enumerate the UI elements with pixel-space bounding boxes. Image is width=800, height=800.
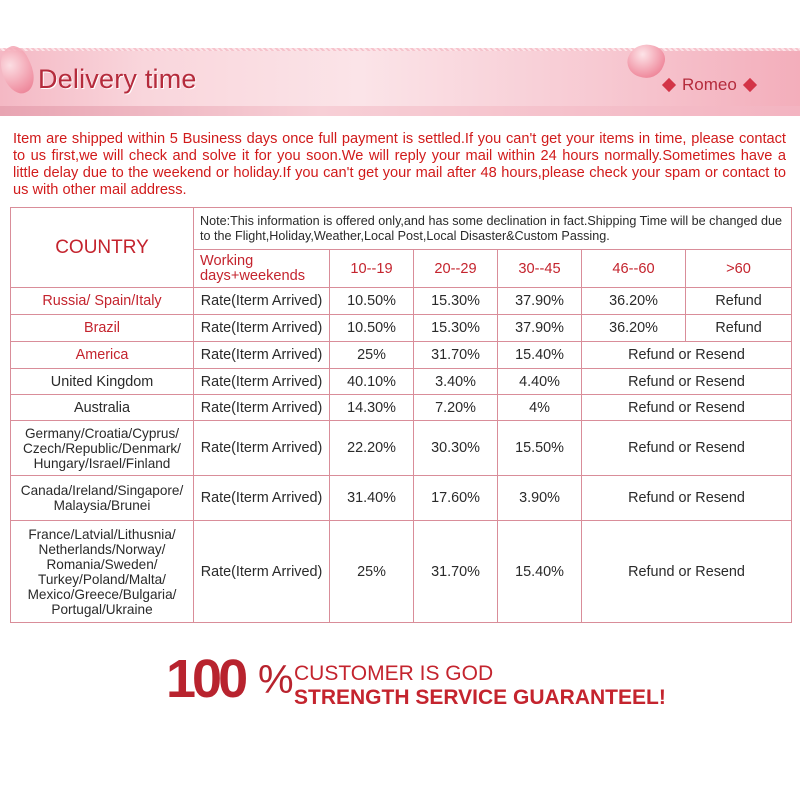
value-cell: 7.20% xyxy=(414,395,498,421)
shipping-table xyxy=(10,207,792,623)
country-cell: Russia/ Spain/Italy xyxy=(11,288,194,315)
value-cell: 15.40% xyxy=(498,342,582,369)
country-header: COUNTRY xyxy=(11,208,194,288)
column-header: 10--19 xyxy=(330,250,414,288)
value-cell: 22.20% xyxy=(330,421,414,476)
rate-cell: Rate(Iterm Arrived) xyxy=(194,476,330,521)
column-header: 20--29 xyxy=(414,250,498,288)
brand-label xyxy=(664,75,755,95)
country-cell: Canada/Ireland/Singapore/ Malaysia/Brunei xyxy=(11,476,194,521)
rate-cell: Rate(Iterm Arrived) xyxy=(194,288,330,315)
value-cell: 3.40% xyxy=(414,369,498,395)
table-row xyxy=(11,421,792,476)
table-row xyxy=(11,315,792,342)
diamond-icon xyxy=(662,78,676,92)
banner-stripe xyxy=(0,106,800,116)
intro-paragraph: Item are shipped within 5 Business days once full payment is settled.If you can't get your items in time, please contact to us first,we will check and solve it for you soon.We will reply your mail within 24 hours normally.Sometimes have a little delay due to the weekend or holiday.If you can't get your mail after 48 hours,please check your spam or contact to us with other mail address. xyxy=(13,131,786,198)
value-cell: 31.70% xyxy=(414,521,498,623)
rate-cell: Rate(Iterm Arrived) xyxy=(194,342,330,369)
brand-name: Romeo xyxy=(682,75,737,94)
country-cell: Brazil xyxy=(11,315,194,342)
value-cell: Refund xyxy=(686,288,792,315)
value-cell: 15.30% xyxy=(414,315,498,342)
rate-cell: Rate(Iterm Arrived) xyxy=(194,315,330,342)
slogan-line-2: STRENGTH SERVICE GUARANTEEL! xyxy=(294,686,666,709)
value-cell: 25% xyxy=(330,342,414,369)
value-cell: 17.60% xyxy=(414,476,498,521)
value-cell: 3.90% xyxy=(498,476,582,521)
value-cell: 36.20% xyxy=(582,315,686,342)
table-note: Note:This information is offered only,and has some declination in fact.Shipping Time will be changed due to the Flight,Holiday,Weather,Local Post,Local Disaster&Custom Passing. xyxy=(194,208,792,250)
value-cell: Refund xyxy=(686,315,792,342)
refund-cell: Refund or Resend xyxy=(582,395,792,421)
guarantee-banner xyxy=(166,648,686,718)
table-row xyxy=(11,395,792,421)
country-cell: Australia xyxy=(11,395,194,421)
percent-number: 100 xyxy=(166,649,245,709)
rate-cell: Rate(Iterm Arrived) xyxy=(194,369,330,395)
rate-cell: Rate(Iterm Arrived) xyxy=(194,421,330,476)
value-cell: 30.30% xyxy=(414,421,498,476)
table-row xyxy=(11,342,792,369)
value-cell: 40.10% xyxy=(330,369,414,395)
column-header: 46--60 xyxy=(582,250,686,288)
value-cell: 4% xyxy=(498,395,582,421)
value-cell: 14.30% xyxy=(330,395,414,421)
value-cell: 37.90% xyxy=(498,315,582,342)
value-cell: 37.90% xyxy=(498,288,582,315)
value-cell: 15.40% xyxy=(498,521,582,623)
table-row xyxy=(11,521,792,623)
value-cell: 10.50% xyxy=(330,315,414,342)
table-row xyxy=(11,288,792,315)
country-cell: Germany/Croatia/Cyprus/ Czech/Republic/Denmark/ Hungary/Israel/Finland xyxy=(11,421,194,476)
value-cell: 31.40% xyxy=(330,476,414,521)
slogan-line-1: CUSTOMER IS GOD xyxy=(294,662,494,685)
country-cell: America xyxy=(11,342,194,369)
value-cell: 10.50% xyxy=(330,288,414,315)
diamond-icon xyxy=(743,78,757,92)
table-row xyxy=(11,208,792,250)
rate-cell: Rate(Iterm Arrived) xyxy=(194,521,330,623)
column-header: 30--45 xyxy=(498,250,582,288)
refund-cell: Refund or Resend xyxy=(582,476,792,521)
column-header: >60 xyxy=(686,250,792,288)
rate-cell: Rate(Iterm Arrived) xyxy=(194,395,330,421)
percent-sign: % xyxy=(258,658,294,702)
value-cell: 25% xyxy=(330,521,414,623)
banner-stripe xyxy=(0,48,800,51)
value-cell: 15.50% xyxy=(498,421,582,476)
value-cell: 4.40% xyxy=(498,369,582,395)
working-days-header: Working days+weekends xyxy=(194,250,330,288)
value-cell: 15.30% xyxy=(414,288,498,315)
value-cell: 31.70% xyxy=(414,342,498,369)
table-row xyxy=(11,369,792,395)
refund-cell: Refund or Resend xyxy=(582,521,792,623)
table-row xyxy=(11,476,792,521)
refund-cell: Refund or Resend xyxy=(582,369,792,395)
refund-cell: Refund or Resend xyxy=(582,342,792,369)
country-cell: France/Latvial/Lithusnia/ Netherlands/Norway/ Romania/Sweden/ Turkey/Poland/Malta/ Mexico/Greece/Bulgaria/ Portugal/Ukraine xyxy=(11,521,194,623)
value-cell: 36.20% xyxy=(582,288,686,315)
petal-decoration xyxy=(623,39,668,83)
page-title: Delivery time xyxy=(38,64,197,94)
refund-cell: Refund or Resend xyxy=(582,421,792,476)
country-cell: United Kingdom xyxy=(11,369,194,395)
